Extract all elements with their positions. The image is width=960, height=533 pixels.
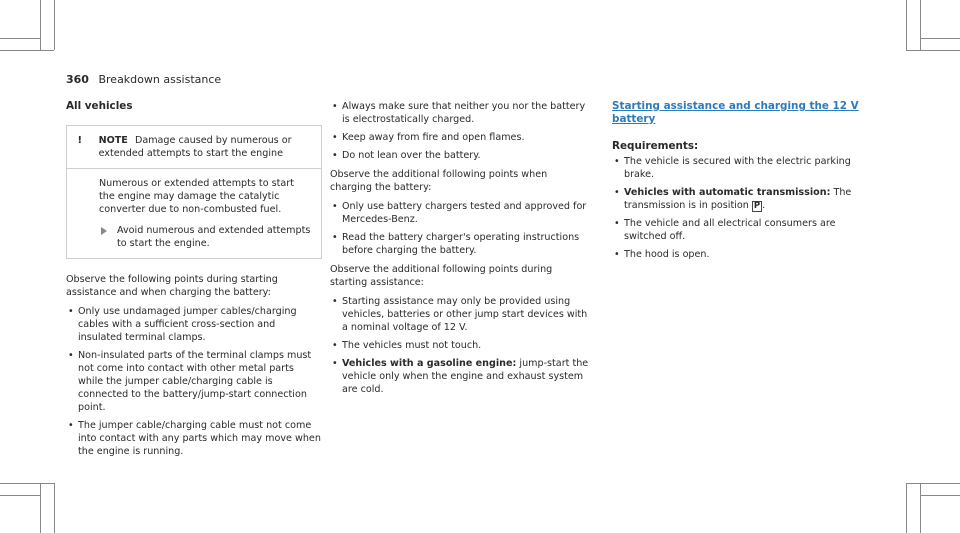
list-item: • The vehicle and all electrical consumers are switched off. [612,217,880,243]
note-title-block [99,134,311,160]
list-item: • Keep away from fire and open flames. [330,131,592,144]
precaution-list-continued [330,100,592,162]
note-title: NOTE [98,135,128,146]
precaution-list [66,305,322,458]
crop-mark [906,483,907,533]
requirements-heading: Requirements: [612,140,699,152]
list-item: • Only use battery chargers tested and approved for Mercedes-Benz. [330,200,592,226]
starting-intro: Observe the additional following points during starting assistance: [330,264,553,288]
list-item: • Non-insulated parts of the terminal clamps must not come into contact with other metal parts while the jumper cable/charging cable is connected to the battery/jump-start connection point. [66,349,322,414]
column-3 [612,100,880,267]
list-item: • Do not lean over the battery. [330,149,592,162]
crop-mark [54,0,55,50]
crop-mark [920,495,960,496]
list-item: • Starting assistance may only be provided using vehicles, batteries or other jump start devices with a nominal voltage of 12 V. [330,295,592,334]
crop-mark [920,0,921,50]
crop-mark [906,483,960,484]
note-header [67,126,321,168]
crop-mark [0,38,40,39]
note-action-text: Avoid numerous and extended attempts to start the engine. [117,225,311,249]
list-item [612,186,880,212]
crop-mark [0,495,40,496]
crop-mark [0,50,54,51]
charging-intro: Observe the additional following points when charging the battery: [330,169,548,193]
crop-mark [40,483,41,533]
column-2 [330,100,592,402]
automatic-transmission-label: Vehicles with automatic transmission: [624,187,831,198]
note-box [66,125,322,259]
list-item [330,357,592,396]
note-body-text: Numerous or extended attempts to start the engine may damage the catalytic converter due to non-combusted fuel. [99,178,294,215]
crop-mark [54,483,55,533]
note-action [99,224,311,250]
warning-icon: ! [77,135,83,146]
park-position-icon: P [753,201,761,211]
automatic-transmission-end: . [762,200,766,211]
intro-paragraph: Observe the following points during starting assistance and when charging the battery: [66,274,278,298]
column-1 [66,100,322,464]
section-name: Breakdown assistance [98,73,222,86]
list-item: • The jumper cable/charging cable must not come into contact with any parts which may move when the engine is running. [66,419,322,458]
section-title-link[interactable]: Starting assistance and charging the 12 V battery [612,100,859,125]
note-title-text: Damage caused by numerous or extended attempts to start the engine [98,135,292,159]
gasoline-text: jump-start the vehicle only when the engine and exhaust system are cold. [342,358,589,395]
crop-mark [920,483,921,533]
list-item: • Always make sure that neither you nor the battery is electrostatically charged. [330,100,592,126]
note-body [67,168,321,258]
crop-mark [40,0,41,50]
list-item: • The hood is open. [612,248,880,261]
list-item: • Only use undamaged jumper cables/charging cables with a sufficient cross-section and insulated terminal clamps. [66,305,322,344]
requirements-list [612,155,880,261]
charging-list [330,200,592,257]
heading-all-vehicles: All vehicles [66,100,133,112]
list-item: • The vehicle is secured with the electric parking brake. [612,155,880,181]
list-item: • The vehicles must not touch. [330,339,592,352]
crop-mark [0,483,54,484]
starting-list [330,295,592,396]
crop-mark [906,0,907,50]
automatic-transmission-text: The transmission is in position [624,187,852,211]
gasoline-label: Vehicles with a gasoline engine: [342,358,517,369]
crop-mark [906,50,960,51]
page-number: 360 [66,73,89,86]
action-arrow-icon [101,227,107,235]
crop-mark [920,38,960,39]
page-header [66,73,221,86]
list-item: • Read the battery charger's operating instructions before charging the battery. [330,231,592,257]
